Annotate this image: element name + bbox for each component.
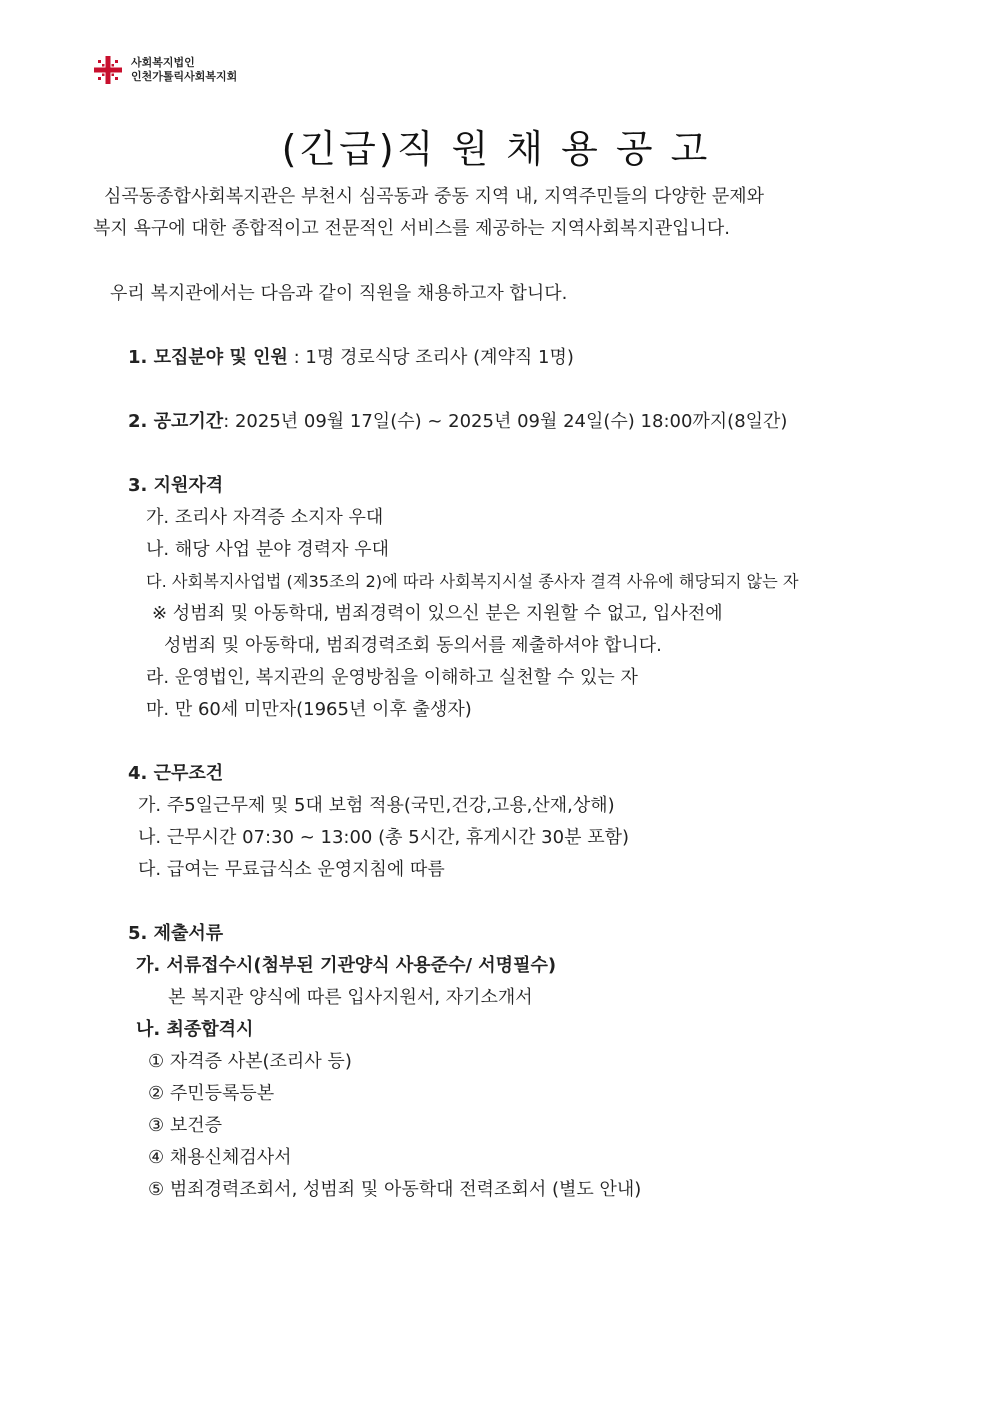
section-5-item-ga: 가. 서류접수시(첨부된 기관양식 사용준수/ 서명필수)	[136, 955, 557, 976]
section-5-item-na: 나. 최종합격시	[136, 1019, 254, 1040]
section-4-item-na: 나. 근무시간 07:30 ~ 13:00 (총 5시간, 휴게시간 30분 포함)	[138, 827, 629, 848]
document-list-item: ① 자격증 사본(조리사 등)	[148, 1051, 352, 1072]
section-4-heading: 4. 근무조건	[128, 763, 224, 784]
section-3-item-ra: 라. 운영법인, 복지관의 운영방침을 이해하고 실천할 수 있는 자	[146, 667, 638, 688]
intro-line-3: 우리 복지관에서는 다음과 같이 직원을 채용하고자 합니다.	[110, 283, 568, 304]
page-title: (긴급)직 원 채 용 공 고	[281, 127, 711, 171]
document-list-item: ④ 채용신체검사서	[148, 1147, 292, 1168]
section-1-heading: 1. 모집분야 및 인원	[128, 347, 288, 368]
document-list-item: ⑤ 범죄경력조회서, 성범죄 및 아동학대 전력조회서 (별도 안내)	[148, 1179, 642, 1200]
document-list-item: ② 주민등록등본	[148, 1083, 275, 1104]
organization-name-line2: 인천가톨릭사회복지회	[131, 70, 238, 83]
organization-name-line1: 사회복지법인	[131, 56, 195, 69]
organization-name	[131, 56, 237, 84]
intro-line-1: 심곡동종합사회복지관은 부천시 심곡동과 중동 지역 내, 지역주민들의 다양한 문제와	[104, 186, 765, 207]
section-4-item-da: 다. 급여는 무료급식소 운영지침에 따름	[138, 859, 445, 880]
section-5-item-ga-text: 본 복지관 양식에 따른 입사지원서, 자기소개서	[168, 987, 533, 1008]
organization-logo	[93, 55, 237, 85]
section-2	[128, 410, 787, 434]
section-2-heading: 2. 공고기간	[128, 411, 224, 432]
section-4-item-ga: 가. 주5일근무제 및 5대 보험 적용(국민,건강,고용,산재,상해)	[138, 795, 615, 816]
section-3-heading: 3. 지원자격	[128, 475, 224, 496]
section-1-text: : 1명 경로식당 조리사 (계약직 1명)	[287, 347, 574, 368]
section-3-item-na: 나. 해당 사업 분야 경력자 우대	[146, 539, 389, 560]
section-3-note-2: 성범죄 및 아동학대, 범죄경력조회 동의서를 제출하셔야 합니다.	[164, 635, 662, 656]
section-3-item-ma: 마. 만 60세 미만자(1965년 이후 출생자)	[146, 699, 472, 720]
section-2-text: : 2025년 09월 17일(수) ~ 2025년 09월 24일(수) 18:00까지(8일간)	[223, 411, 788, 432]
section-3-note-1: ※ 성범죄 및 아동학대, 범죄경력이 있으신 분은 지원할 수 없고, 입사전에	[152, 603, 723, 624]
section-1	[128, 346, 574, 370]
section-3-item-da: 다. 사회복지사업법 (제35조의 2)에 따라 사회복지시설 종사자 결격 사유에 해당되지 않는 자	[146, 572, 799, 591]
catholic-cross-icon	[93, 55, 123, 85]
document-list-item: ③ 보건증	[148, 1115, 223, 1136]
section-5-heading: 5. 제출서류	[128, 923, 224, 944]
section-3-item-ga: 가. 조리사 자격증 소지자 우대	[146, 507, 384, 528]
intro-line-2: 복지 욕구에 대한 종합적이고 전문적인 서비스를 제공하는 지역사회복지관입니다.	[93, 218, 730, 239]
